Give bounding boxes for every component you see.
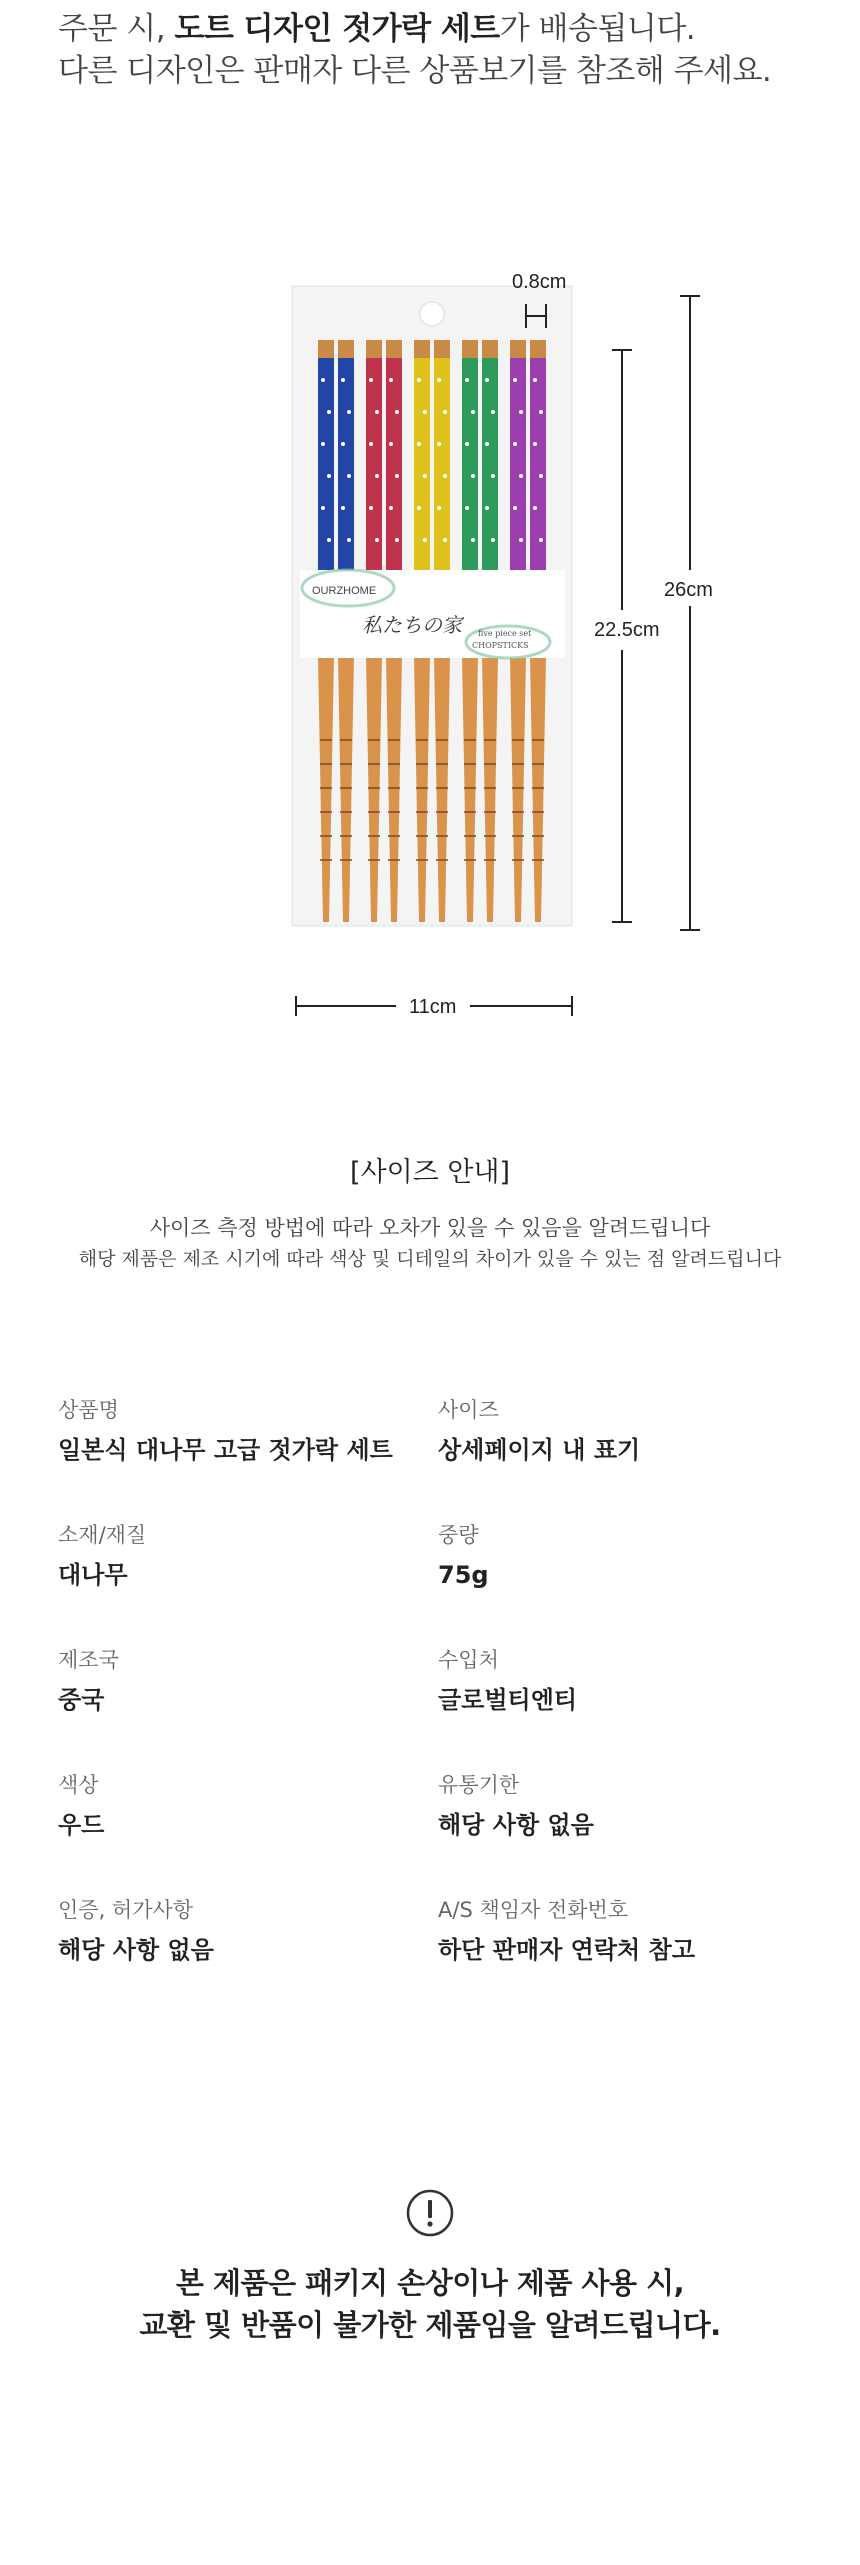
chopstick-dot [519,474,523,478]
spec-value: 대나무 [58,1561,128,1589]
chopstick-dot [423,410,427,414]
spec-value: 75g [438,1561,489,1589]
chopstick-dot [443,474,447,478]
size-guide-note: 사이즈 측정 방법에 따라 오차가 있을 수 있음을 알려드립니다 [149,1216,711,1240]
chopstick-dot [347,538,351,542]
chopstick-color-band [386,358,402,570]
chopstick-cap [462,340,478,358]
spec-item [438,1520,818,1645]
chopstick-dot [485,442,489,446]
chopstick-dot [341,378,345,382]
chopstick-cap [482,340,498,358]
chopstick-dot [513,506,517,510]
product-spec-table [58,1395,818,2020]
dim-total-label: 26cm [664,579,713,601]
spec-value: 중국 [58,1686,105,1714]
spec-item [58,1770,438,1895]
delivery-notice-line1 [58,8,771,50]
delivery-notice-line2: 다른 디자인은 판매자 다른 상품보기를 참조해 주세요. [58,53,772,89]
spec-label: A/S 책임자 전화번호 [438,1898,629,1922]
chopstick-dot [395,410,399,414]
chopstick-dot [471,474,475,478]
chopstick-dot [389,442,393,446]
chopstick-dot [375,410,379,414]
chopstick-dot [437,442,441,446]
chopstick-dot [533,378,537,382]
chopstick-dot [443,410,447,414]
chopstick-dot [465,378,469,382]
package-set-label: CHOPSTICKS [472,641,529,650]
spec-item [58,1395,438,1520]
chopstick-dot [423,474,427,478]
spec-value: 일본식 대나무 고급 젓가락 세트 [58,1436,393,1464]
chopstick-dot [485,378,489,382]
spec-item [58,1645,438,1770]
chopstick-dot [533,506,537,510]
spec-item [58,1520,438,1645]
chopstick-dot [347,474,351,478]
spec-label: 사이즈 [438,1398,499,1422]
chopstick-dot [533,442,537,446]
chopstick-dot [417,378,421,382]
chopstick-dot [539,474,543,478]
dim-width-label: 11cm [409,996,457,1018]
spec-value: 해당 사항 없음 [58,1936,214,1964]
spec-value: 하단 판매자 연락처 참고 [438,1936,695,1964]
chopstick-dot [389,378,393,382]
spec-label: 인증, 허가사항 [58,1898,194,1922]
return-policy-warning [0,2262,860,2346]
chopstick-dot [465,442,469,446]
spec-label: 색상 [58,1773,99,1797]
spec-value: 상세페이지 내 표기 [438,1436,641,1464]
size-guide-note: 해당 제품은 제조 시기에 따라 색상 및 디테일의 차이가 있을 수 있는 점 알려드립니다 [78,1248,782,1270]
chopstick-dot [519,410,523,414]
chopstick-dot [327,410,331,414]
chopstick-dot [539,410,543,414]
chopstick-dot [437,378,441,382]
spec-row [58,1395,818,1520]
chopstick-color-band [462,358,478,570]
chopstick-dot [471,538,475,542]
chopstick-dot [375,538,379,542]
chopstick-dot [395,474,399,478]
spec-label: 수입처 [438,1648,499,1672]
chopstick-dot [369,442,373,446]
chopstick-dot [491,474,495,478]
spec-label: 상품명 [58,1398,119,1422]
chopstick-color-band [366,358,382,570]
spec-item [438,1645,818,1770]
spec-label: 중량 [438,1523,479,1547]
chopstick-dot [389,506,393,510]
chopstick-dot [491,538,495,542]
chopstick-dot [321,378,325,382]
spec-label: 소재/재질 [58,1523,147,1547]
chopstick-color-band [318,358,334,570]
chopstick-dot [327,538,331,542]
chopstick-dot [465,506,469,510]
chopstick-cap [414,340,430,358]
warning-line2: 교환 및 반품이 불가한 제품임을 알려드립니다. [139,2308,721,2342]
chopstick-dot [341,442,345,446]
chopstick-dot [327,474,331,478]
chopsticks-size-diagram [0,270,860,1060]
chopstick-color-band [510,358,526,570]
chopstick-dot [369,378,373,382]
size-guide-title: [사이즈 안내] [349,1157,511,1188]
spec-label: 제조국 [58,1648,119,1672]
chopstick-cap [338,340,354,358]
chopstick-dot [539,538,543,542]
spec-row [58,1770,818,1895]
chopstick-dot [347,410,351,414]
package-brand: OURZHOME [312,585,377,597]
chopstick-dot [491,410,495,414]
notice-product-name: 도트 디자인 젓가락 세트 [174,11,500,47]
chopstick-dot [513,442,517,446]
chopstick-dot [485,506,489,510]
chopstick-dot [369,506,373,510]
chopstick-dot [417,442,421,446]
hang-hole [420,302,444,326]
chopstick-dot [513,378,517,382]
chopstick-dot [519,538,523,542]
exclamation-circle-icon [405,2188,455,2238]
spec-row [58,1895,818,2020]
chopstick-dot [375,474,379,478]
chopstick-cap [366,340,382,358]
spec-item [438,1770,818,1895]
chopstick-dot [321,506,325,510]
spec-item [438,1895,818,2020]
chopstick-cap [386,340,402,358]
notice-text: 주문 시, [58,11,175,47]
warning-line1: 본 제품은 패키지 손상이나 제품 사용 시, [175,2266,685,2300]
spec-label: 유통기한 [438,1773,520,1797]
chopstick-color-band [434,358,450,570]
chopstick-dot [341,506,345,510]
spec-row [58,1520,818,1645]
chopstick-color-band [482,358,498,570]
product-figure [0,270,860,1060]
chopstick-color-band [338,358,354,570]
chopstick-cap [530,340,546,358]
spec-item [438,1395,818,1520]
delivery-notice [58,8,771,92]
dim-thickness-label: 0.8cm [512,271,567,293]
chopstick-color-band [414,358,430,570]
spec-item [58,1895,438,2020]
spec-value: 해당 사항 없음 [438,1811,594,1839]
chopstick-dot [423,538,427,542]
notice-text: 가 배송됩니다. [499,11,696,47]
chopstick-cap [318,340,334,358]
chopstick-dot [437,506,441,510]
spec-row [58,1645,818,1770]
chopstick-color-band [530,358,546,570]
package-script: 私たちの家 [362,613,462,637]
chopstick-dot [395,538,399,542]
chopstick-dot [471,410,475,414]
chopstick-dot [321,442,325,446]
dim-inner-label: 22.5cm [594,619,660,641]
chopstick-cap [510,340,526,358]
spec-value: 글로벌티엔티 [438,1686,578,1714]
chopstick-cap [434,340,450,358]
chopstick-dot [417,506,421,510]
spec-value: 우드 [58,1811,105,1839]
package-set-label: five piece set [478,629,532,638]
chopstick-dot [443,538,447,542]
